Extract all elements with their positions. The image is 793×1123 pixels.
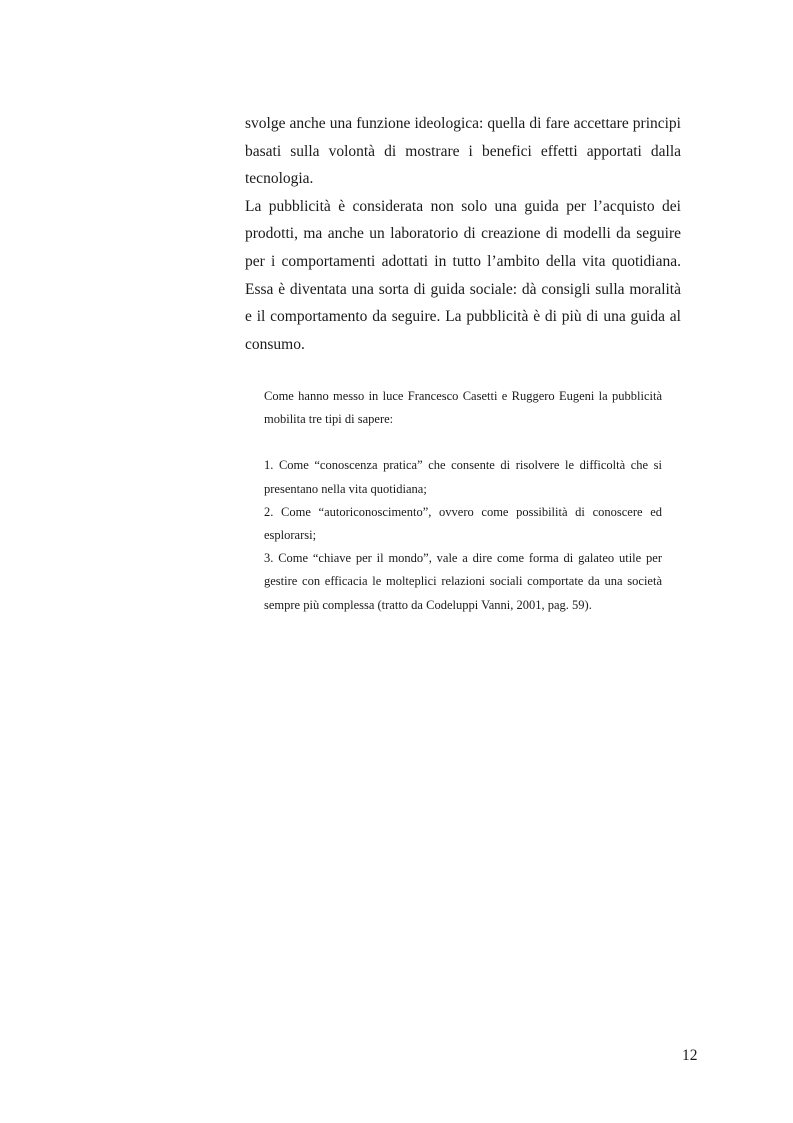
quote-list-item: 1. Come “conoscenza pratica” che consente di risolvere le difficoltà che si presentano nella vita quotidiana;: [264, 458, 662, 496]
page-number: 12: [682, 1047, 698, 1064]
quote-list-item: 3. Come “chiave per il mondo”, vale a dire come forma di galateo utile per gestire con efficacia le molteplici relazioni sociali comportate da una società sempre più complessa (tratto da Codeluppi Vanni, 2001, pag. 59).: [264, 551, 662, 612]
body-paragraph: La pubblicità è considerata non solo una guida per l’acquisto dei prodotti, ma anche un laboratorio di creazione di modelli da seguire per i comportamenti adottati in tutto l’ambito della vita quotidiana. Essa è diventata una sorta di guida sociale: dà consigli sulla moralità e il comportamento da seguire. La pubblicità è di più di una guida al consumo.: [245, 197, 681, 353]
quote-list-item: 2. Come “autoriconoscimento”, ovvero come possibilità di conoscere ed esplorarsi;: [264, 504, 662, 543]
body-paragraph: svolge anche una funzione ideologica: quella di fare accettare principi basati sulla volontà di mostrare i benefici effetti apportati dalla tecnologia.: [245, 115, 681, 188]
body-text: [245, 110, 681, 358]
block-quote: [264, 385, 662, 617]
quote-intro: Come hanno messo in luce Francesco Casetti e Ruggero Eugeni la pubblicità mobilita tre tipi di sapere:: [264, 389, 662, 427]
quote-spacer: [264, 431, 662, 454]
